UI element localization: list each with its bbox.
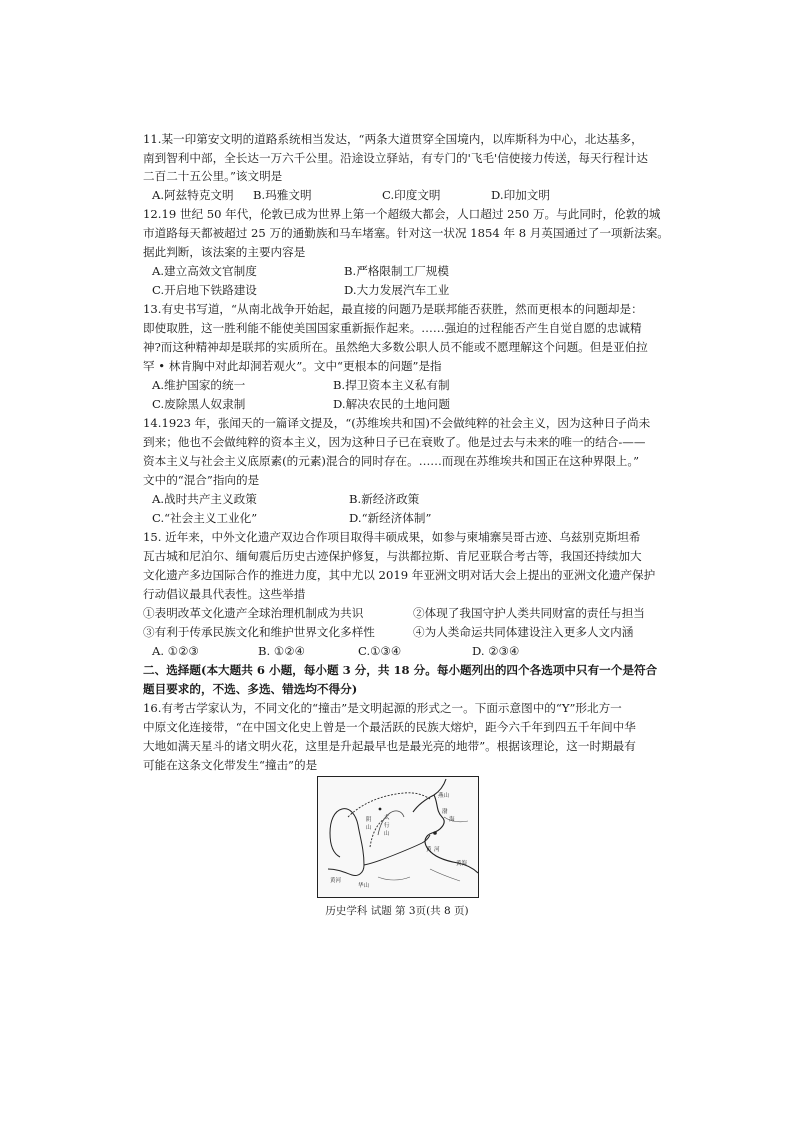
map-label-huashan: 华山	[358, 883, 370, 889]
map-label-hang: 行	[384, 823, 390, 829]
q11-option-d: D.印加文明	[491, 188, 550, 202]
q15-statement-3: ③有利于传承民族文化和维护世界文化多样性	[143, 625, 375, 639]
q13-option-a: A.维护国家的统一	[152, 378, 246, 392]
q14-option-d: D.“新经济体制”	[349, 511, 432, 525]
q15-line-2: 瓦古城和尼泊尔、缅甸震后历史古迹保护修复，与洪都拉斯、肯尼亚联合考古等，我国还持续加大	[143, 549, 642, 563]
q13-option-b: B.捍卫资本主义私有制	[333, 378, 450, 392]
q15-line-3: 文化遗产多边国际合作的推进力度，其中尤以 2019 年亚洲文明对话大会上提出的亚洲文化遗产保护	[143, 568, 656, 582]
q14-line-4: 文中的“混合”指向的是	[143, 473, 260, 487]
q13-option-c: C.废除黑人奴隶制	[152, 397, 246, 411]
q14-option-c: C.“社会主义工业化”	[152, 511, 258, 525]
q14-line-3: 资本主义与社会主义底原素(的元素)混合的同时存在。……而现在苏维埃共和国正在这种界限上。”	[143, 454, 640, 468]
map-label-yellow-river: 黄河	[330, 878, 342, 884]
q16-line-2: 中原文化连接带，“在中国文化史上曾是一个最活跃的民族大熔炉，距今六千年到四五千年间中华	[143, 720, 636, 734]
q13-line-1: 13.有史书写道，“从南北战争开始起，最直接的问题乃是联邦能否获胜，然而更根本的问题却是：	[143, 302, 643, 316]
q14-option-a: A.战时共产主义政策	[152, 492, 257, 506]
q13-option-d: D.解决农民的土地问题	[333, 397, 450, 411]
q16-line-4: 可能在这条文化带发生“撞击”的是	[143, 758, 318, 772]
q14-line-2: 到来；他也不会做纯粹的资本主义，因为这种日子已在衰败了。他是过去与未来的唯一的结合-——	[143, 435, 646, 449]
q11-option-c: C.印度文明	[382, 188, 441, 202]
q11-line-1: 11.某一印第安文明的道路系统相当发达，“两条大道贯穿全国境内，以库斯科为中心，北达基多，	[143, 132, 643, 146]
q12-option-c: C.开启地下铁路建设	[152, 283, 257, 297]
map-label-tai: 太	[384, 815, 390, 821]
map-label-yin-shan: 山	[366, 825, 372, 831]
q15-option-d: D. ②③④	[472, 644, 520, 658]
q12-option-d: D.大力发展汽车工业	[344, 283, 450, 297]
map-label-bo: 渤	[442, 809, 448, 815]
q12-option-a: A.建立高效文官制度	[152, 264, 257, 278]
q15-statement-2: ②体现了我国守护人类共同财富的责任与担当	[413, 606, 645, 620]
q16-line-3: 大地如满天星斗的诸文明火花，这里是升起最早也是最光亮的地带”。根据该理论，这一时期最有	[143, 739, 636, 753]
q12-line-2: 市道路每天都被超过 25 万的通勤族和马车堵塞。针对这一状况 1854 年 8 月英国通过了一项新法案。	[143, 226, 669, 240]
q13-line-2: 即使取胜，这一胜利能不能使美国国家重新振作起来。……强迫的过程能否产生自觉自愿的忠诚精	[143, 321, 642, 335]
map-label-hai: 海	[449, 817, 455, 823]
q15-option-a: A. ①②③	[152, 644, 199, 658]
map-label-he: 河	[434, 847, 440, 853]
q12-line-1: 12.19 世纪 50 年代，伦敦已成为世界上第一个超级大都会，人口超过 250 万。与此同时，伦敦的城	[143, 207, 661, 221]
map-label-huang: 黄	[426, 847, 432, 853]
q11-line-2: 南到智利中部，全长达一万六千公里。沿途设立驿站，有专门的'飞毛'信使接力传送，每天行程计达	[143, 151, 648, 165]
map-label-yanshan: 燕山	[438, 793, 450, 799]
q15-option-b: B. ①②④	[258, 644, 306, 658]
q11-option-a: A.阿兹特克文明	[152, 188, 234, 202]
q15-statement-1: ①表明改革文化遗产全球治理机制成为共识	[143, 606, 364, 620]
section-2-header-line-1: 二、选择题(本大题共 6 小题，每小题 3 分，共 18 分。每小题列出的四个各选项中只有一个是符合	[143, 663, 658, 677]
q11-option-b: B.玛雅文明	[253, 188, 312, 202]
q15-option-c: C.①③④	[358, 644, 402, 658]
q13-line-4: 罕 • 林肯胸中对此却洞若观火”。文中“更根本的问题”是指	[143, 359, 442, 373]
q12-line-3: 据此判断，该法案的主要内容是	[143, 245, 306, 259]
q15-statement-4: ④为人类命运共同体建设注入更多人文内涵	[413, 625, 634, 639]
section-2-header-line-2: 题目要求的，不选、多选、错选均不得分)	[143, 682, 358, 696]
map-label-shan: 山	[384, 831, 390, 837]
q15-line-4: 行动倡议最具代表性。这些举措	[143, 587, 306, 601]
map-label-yin: 阴	[366, 817, 372, 823]
q14-line-1: 14.1923 年，张闻天的一篇译文提及，“(苏维埃共和国)不会做纯粹的社会主义，因为这种日子尚未	[143, 416, 651, 430]
page-footer: 历史学科 试题 第 3页(共 8 页)	[325, 905, 469, 917]
map-label-yellow-sea: 黄海	[456, 861, 468, 867]
y-shaped-culture-belt-map	[317, 776, 479, 898]
q16-line-1: 16.有考古学家认为，不同文化的“撞击”是文明起源的形式之一。下面示意图中的“Y”形北方一	[143, 701, 622, 715]
map-drawing	[318, 777, 478, 897]
q11-line-3: 二百二十五公里。”该文明是	[143, 169, 283, 183]
q12-option-b: B.严格限制工厂规模	[344, 264, 449, 278]
q14-option-b: B.新经济政策	[349, 492, 420, 506]
q15-line-1: 15. 近年来，中外文化遗产双边合作项目取得丰硕成果，如参与柬埔寨吴哥古迹、乌兹别克斯坦希	[143, 530, 641, 544]
q13-line-3: 神?而这种精神却是联邦的实质所在。虽然绝大多数公职人员不能或不愿理解这个问题。但是亚伯拉	[143, 340, 648, 354]
